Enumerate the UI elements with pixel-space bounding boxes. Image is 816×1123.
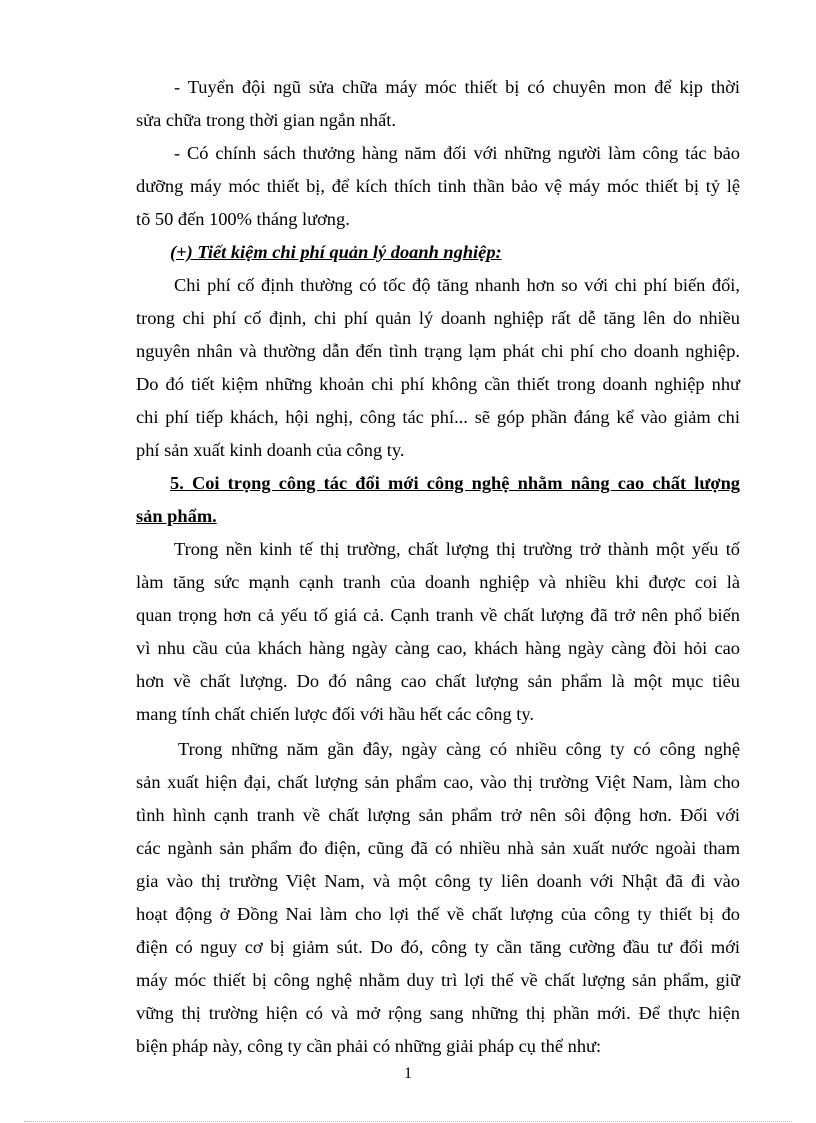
text-line: trong chi phí cố định, chi phí quản lý doanh nghiệp rất dễ tăng lên do nhiều [136, 308, 740, 328]
section-heading-text: sản phẩm. [136, 506, 217, 526]
footer-divider [24, 1121, 792, 1122]
document-body [136, 71, 740, 1063]
text-line: sửa chữa trong thời gian ngắn nhất. [136, 110, 396, 130]
text-line: Do đó tiết kiệm những khoản chi phí không cần thiết trong doanh nghiệp như [136, 374, 740, 394]
text-line: - Có chính sách thưởng hàng năm đối với những người làm công tác bảo [174, 143, 740, 163]
text-line: nguyên nhân và thường dẫn đến tình trạng lạm phát chi phí cho doanh nghiệp. [136, 341, 740, 361]
text-line: điện có nguy cơ bị giảm sút. Do đó, công ty cần tăng cường đầu tư đổi mới [136, 937, 740, 957]
text-line: - Tuyển đội ngũ sửa chữa máy móc thiết bị có chuyên mon để kịp thời [174, 77, 740, 97]
text-line: dưỡng máy móc thiết bị, để kích thích tinh thần bảo vệ máy móc thiết bị tỷ lệ [136, 176, 740, 196]
text-line: hoạt động ở Đồng Nai làm cho lợi thế về chất lượng của công ty thiết bị đo [136, 904, 740, 924]
page-number: 1 [404, 1065, 412, 1082]
text-line: phí sản xuất kinh doanh của công ty. [136, 440, 405, 460]
text-line: vững thị trường hiện có và mở rộng sang những thị phần mới. Để thực hiện [136, 1003, 740, 1023]
text-line: chi phí tiếp khách, hội nghị, công tác phí... sẽ góp phần đáng kể vào giảm chi [136, 407, 740, 427]
paragraph-market-quality [136, 533, 740, 731]
text-line: tình hình cạnh tranh về chất lượng sản phẩm trở nên sôi động hơn. Đối với [136, 805, 740, 825]
text-line: Chi phí cố định thường có tốc độ tăng nhanh hơn so với chi phí biến đổi, [174, 275, 740, 295]
text-line: các ngành sản phẩm đo điện, cũng đã có nhiều nhà sản xuất nước ngoài tham [136, 838, 740, 858]
text-line: gia vào thị trường Việt Nam, và một công ty liên doanh với Nhật đã đi vào [136, 871, 740, 891]
text-line: Trong những năm gần đây, ngày càng có nhiều công ty có công nghệ [178, 739, 740, 759]
text-line: tõ 50 đến 100% tháng lương. [136, 209, 350, 229]
subheading-text: (+) Tiết kiệm chi phí quản lý doanh nghiệp: [170, 242, 502, 262]
paragraph-bonus-policy [136, 137, 740, 236]
subheading-admin-cost [136, 236, 740, 269]
text-line: biện pháp này, công ty cần phải có những giải pháp cụ thể như: [136, 1036, 602, 1056]
paragraph-recent-years [136, 733, 740, 1063]
text-line: sản xuất hiện đại, chất lượng sản phẩm cao, vào thị trường Việt Nam, làm cho [136, 772, 740, 792]
text-line: vì nhu cầu của khách hàng ngày càng cao, khách hàng ngày càng đòi hỏi cao [136, 638, 740, 658]
text-line: quan trọng hơn cả yếu tố giá cả. Cạnh tranh về chất lượng đã trở nên phổ biến [136, 605, 740, 625]
text-line: máy móc thiết bị công nghệ nhằm duy trì lợi thế về chất lượng sản phẩm, giữ [136, 970, 740, 990]
paragraph-repair-team [136, 71, 740, 137]
section-heading-text: 5. Coi trọng công tác đổi mới công nghệ nhằm nâng cao chất lượng [170, 473, 740, 493]
text-line: làm tăng sức mạnh cạnh tranh của doanh nghiệp và nhiều khi được coi là [136, 572, 740, 592]
paragraph-fixed-costs [136, 269, 740, 467]
section-heading-5 [136, 467, 740, 533]
text-line: mang tính chất chiến lược đối với hầu hết các công ty. [136, 704, 534, 724]
text-line: Trong nền kinh tế thị trường, chất lượng thị trường trở thành một yếu tố [174, 539, 740, 559]
text-line: hơn về chất lượng. Do đó nâng cao chất lượng sản phẩm là một mục tiêu [136, 671, 740, 691]
